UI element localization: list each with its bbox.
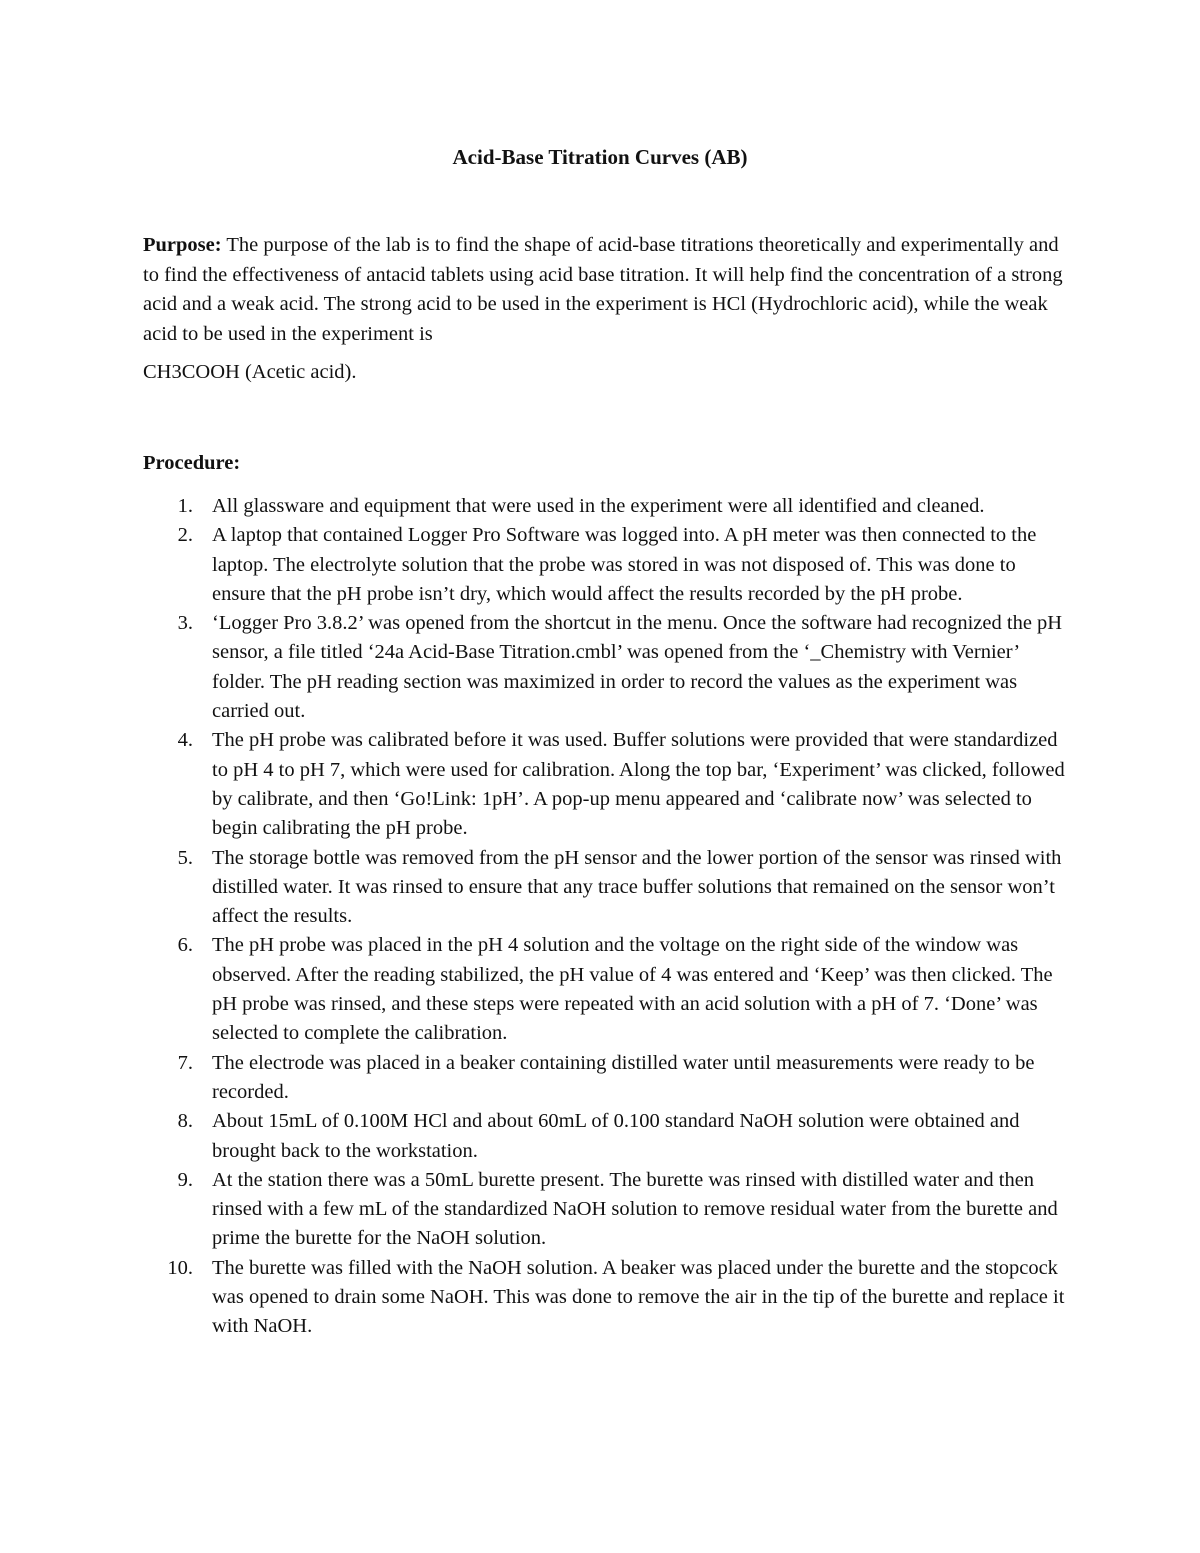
step-text: The pH probe was calibrated before it was used. Buffer solutions were provided that were standardized to pH 4 to pH 7, which were used for calibration. Along the top bar, ‘Experiment’ was clicked, followed by calibrate, and then ‘Go!Link: 1pH’. A pop-up menu appeared and ‘calibrate now’ was selected to begin calibrating the pH probe. [212,729,1065,840]
step-text: The electrode was placed in a beaker containing distilled water until measurements were ready to be recorded. [212,1051,1035,1103]
step-text: A laptop that contained Logger Pro Software was logged into. A pH meter was then connected to the laptop. The electrolyte solution that the probe was stored in was not disposed of. This was done to ensure that the pH probe isn’t dry, which would affect the results recorded by the pH probe. [212,524,1037,605]
step-text: At the station there was a 50mL burette present. The burette was rinsed with distilled water and then rinsed with a few mL of the standardized NaOH solution to remove residual water from the burette and prime the burette for the NaOH solution. [212,1168,1058,1250]
purpose-formula: CH3COOH (Acetic acid). [143,361,357,384]
procedure-step [143,492,1068,521]
step-text: The storage bottle was removed from the pH sensor and the lower portion of the sensor was rinsed with distilled water. It was rinsed to ensure that any trace buffer solutions that remained on the sensor won’t affect the results. [212,846,1062,928]
step-text: All glassware and equipment that were used in the experiment were all identified and cleaned. [212,495,985,517]
step-number: 3. [177,612,193,635]
procedure-step [143,1049,1068,1108]
step-text: The pH probe was placed in the pH 4 solution and the voltage on the right side of the window was observed. After the reading stabilized, the pH value of 4 was entered and ‘Keep’ was then clicked. The pH probe was rinsed, and these steps were repeated with an acid solution with a pH of 7. ‘Done’ was selected to complete the calibration. [212,934,1053,1045]
step-number: 4. [177,729,193,752]
purpose-label: Purpose: [143,234,222,256]
step-text: ‘Logger Pro 3.8.2’ was opened from the shortcut in the menu. Once the software had recognized the pH sensor, a file titled ‘24a Acid-Base Titration.cmbl’ was opened from the ‘_Chemistry with Vernier’ folder. The pH reading section was maximized in order to record the values as the experiment was carried out. [212,612,1063,723]
step-number: 5. [177,846,193,869]
step-number: 2. [177,524,193,547]
step-text: The burette was filled with the NaOH solution. A beaker was placed under the burette and the stopcock was opened to drain some NaOH. This was done to remove the air in the tip of the burette and replace it with NaOH. [212,1256,1065,1338]
procedure-step [143,521,1068,609]
step-number: 1. [177,495,193,517]
procedure-step [143,844,1068,932]
document-title: Acid-Base Titration Curves (AB) [452,145,748,169]
step-text: About 15mL of 0.100M HCl and about 60mL of 0.100 standard NaOH solution were obtained and brought back to the workstation. [212,1110,1020,1162]
step-number: 6. [177,934,193,957]
purpose-text: The purpose of the lab is to find the shape of acid-base titrations theoretically and experimentally and to find the effectiveness of antacid tablets using acid base titration. It will help find the concentration of a strong acid and a weak acid. The strong acid to be used in the experiment is HCl (Hydrochloric acid), while the weak acid to be used in the experiment is [143,234,1063,345]
procedure-step [143,1107,1068,1166]
purpose-paragraph [143,231,1068,388]
step-number: 9. [177,1168,193,1191]
procedure-steps [143,492,1068,1342]
procedure-heading: Procedure: [143,452,241,474]
procedure-step [143,609,1068,726]
procedure-step [143,1254,1068,1342]
step-number: 10. [167,1256,193,1279]
step-number: 8. [177,1110,193,1133]
procedure-step [143,726,1068,843]
procedure-step [143,1166,1068,1254]
step-number: 7. [177,1051,193,1074]
procedure-step [143,931,1068,1048]
